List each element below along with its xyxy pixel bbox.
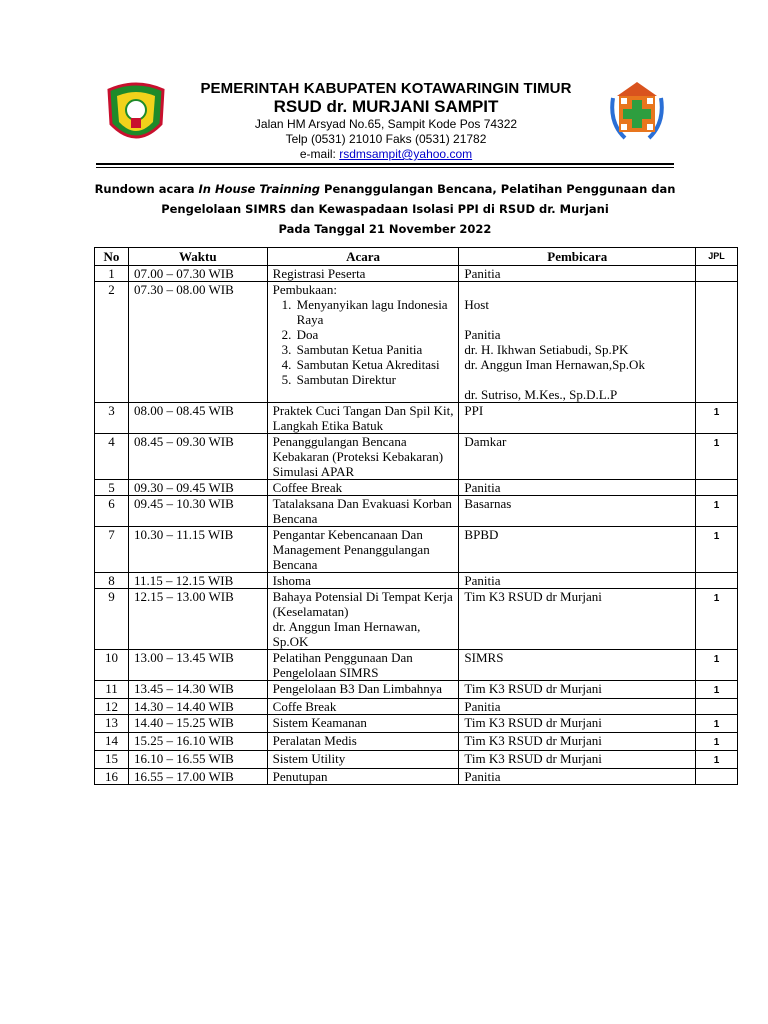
table-row <box>95 715 738 733</box>
table-row <box>95 681 738 699</box>
cell-acara: Registrasi Peserta <box>267 266 459 282</box>
acara-speaker-line: dr. Anggun Iman Hernawan, Sp.OK <box>272 619 421 649</box>
table-row <box>95 434 738 480</box>
cell-no: 9 <box>95 589 129 650</box>
table-row <box>95 733 738 751</box>
hospital-phone: Telp (0531) 21010 Faks (0531) 21782 <box>285 132 487 146</box>
cell-acara: Sistem Utility <box>267 751 459 769</box>
cell-jpl <box>696 480 738 496</box>
header-no: No <box>95 248 129 266</box>
cell-jpl: 1 <box>696 751 738 769</box>
cell-waktu: 07.00 – 07.30 WIB <box>128 266 267 282</box>
cell-jpl: 1 <box>696 403 738 434</box>
cell-no: 15 <box>95 751 129 769</box>
title-line-3: Pada Tanggal 21 November 2022 <box>278 222 492 236</box>
cell-acara: Penanggulangan Bencana Kebakaran (Proteksi Kebakaran) Simulasi APAR <box>267 434 459 480</box>
cell-jpl: 1 <box>696 434 738 480</box>
cell-acara: Pengantar Kebencanaan Dan Management Penanggulangan Bencana <box>267 527 459 573</box>
table-row <box>95 573 738 589</box>
table-row <box>95 751 738 769</box>
spacer <box>464 282 695 297</box>
cell-acara: Coffe Break <box>267 699 459 715</box>
cell-waktu: 11.15 – 12.15 WIB <box>128 573 267 589</box>
header-divider-thick <box>96 163 674 165</box>
cell-pembicara: Tim K3 RSUD dr Murjani <box>459 681 696 699</box>
spacer <box>464 312 695 327</box>
cell-jpl <box>696 266 738 282</box>
cell-no: 10 <box>95 650 129 681</box>
cell-pembicara: BPBD <box>459 527 696 573</box>
rsud-hospital-logo-icon <box>605 78 669 148</box>
cell-jpl: 1 <box>696 681 738 699</box>
speaker-line: dr. Sutriso, M.Kes., Sp.D.L.P <box>464 387 618 402</box>
letterhead <box>0 0 768 170</box>
speaker-line: dr. Anggun Iman Hernawan,Sp.Ok <box>464 357 645 372</box>
hospital-email-line <box>196 147 576 161</box>
cell-pembicara: Panitia <box>459 480 696 496</box>
list-item: 5. Sambutan Direktur <box>295 372 459 387</box>
cell-pembicara: Tim K3 RSUD dr Murjani <box>459 751 696 769</box>
cell-waktu: 16.55 – 17.00 WIB <box>128 769 267 785</box>
table-row <box>95 282 738 403</box>
email-label: e-mail: <box>299 147 340 161</box>
table-row <box>95 403 738 434</box>
cell-waktu: 14.40 – 15.25 WIB <box>128 715 267 733</box>
header-divider-thin <box>96 167 674 168</box>
opening-label: Pembukaan: <box>272 282 337 297</box>
list-item: 1. Menyanyikan lagu Indonesia Raya <box>295 297 459 327</box>
cell-no: 8 <box>95 573 129 589</box>
hospital-address: Jalan HM Arsyad No.65, Sampit Kode Pos 74322 <box>254 117 518 131</box>
cell-jpl: 1 <box>696 650 738 681</box>
cell-no: 12 <box>95 699 129 715</box>
header-jpl: JPL <box>696 248 738 266</box>
email-link[interactable]: rsdmsampit@yahoo.com <box>339 147 473 161</box>
cell-jpl: 1 <box>696 527 738 573</box>
cell-pembicara: Tim K3 RSUD dr Murjani <box>459 715 696 733</box>
cell-acara: Praktek Cuci Tangan Dan Spil Kit, Langkah Etika Batuk <box>267 403 459 434</box>
cell-no: 2 <box>95 282 129 403</box>
cell-pembicara: Panitia <box>459 769 696 785</box>
table-row <box>95 480 738 496</box>
table-row <box>95 589 738 650</box>
cell-no: 1 <box>95 266 129 282</box>
table-row <box>95 266 738 282</box>
cell-jpl: 1 <box>696 733 738 751</box>
table-row <box>95 496 738 527</box>
cell-waktu: 10.30 – 11.15 WIB <box>128 527 267 573</box>
cell-waktu: 13.45 – 14.30 WIB <box>128 681 267 699</box>
cell-acara: Tatalaksana Dan Evakuasi Korban Bencana <box>267 496 459 527</box>
cell-pembicara: Panitia <box>459 266 696 282</box>
cell-jpl: 1 <box>696 589 738 650</box>
cell-pembicara: Panitia <box>459 699 696 715</box>
cell-no: 16 <box>95 769 129 785</box>
cell-no: 5 <box>95 480 129 496</box>
cell-jpl <box>696 573 738 589</box>
cell-no: 13 <box>95 715 129 733</box>
cell-jpl: 1 <box>696 496 738 527</box>
rundown-table <box>94 247 738 785</box>
cell-jpl <box>696 699 738 715</box>
cell-waktu: 08.45 – 09.30 WIB <box>128 434 267 480</box>
cell-no: 3 <box>95 403 129 434</box>
cell-waktu: 09.45 – 10.30 WIB <box>128 496 267 527</box>
cell-no: 11 <box>95 681 129 699</box>
cell-no: 6 <box>95 496 129 527</box>
cell-waktu: 07.30 – 08.00 WIB <box>128 282 267 403</box>
list-item: 4. Sambutan Ketua Akreditasi <box>295 357 459 372</box>
cell-pembicara <box>459 282 696 403</box>
cell-acara: Coffee Break <box>267 480 459 496</box>
speaker-line: Panitia <box>464 327 501 342</box>
spacer <box>464 372 695 387</box>
table-row <box>95 699 738 715</box>
cell-acara: Peralatan Medis <box>267 733 459 751</box>
cell-acara <box>267 282 459 403</box>
cell-pembicara: PPI <box>459 403 696 434</box>
cell-jpl: 1 <box>696 715 738 733</box>
cell-waktu: 16.10 – 16.55 WIB <box>128 751 267 769</box>
title-line-2: Pengelolaan SIMRS dan Kewaspadaan Isolasi PPI di RSUD dr. Murjani <box>161 202 609 216</box>
cell-no: 14 <box>95 733 129 751</box>
table-header-row <box>95 248 738 266</box>
cell-acara: Pengelolaan B3 Dan Limbahnya <box>267 681 459 699</box>
list-item: 2. Doa <box>295 327 459 342</box>
cell-waktu: 12.15 – 13.00 WIB <box>128 589 267 650</box>
list-item: 3. Sambutan Ketua Panitia <box>295 342 459 357</box>
header-acara: Acara <box>267 248 459 266</box>
title-line-1: Rundown acara In House Trainning Penanggulangan Bencana, Pelatihan Penggunaan dan <box>94 182 676 196</box>
cell-pembicara: Damkar <box>459 434 696 480</box>
header-pembicara: Pembicara <box>459 248 696 266</box>
hospital-name: RSUD dr. MURJANI SAMPIT <box>273 97 499 116</box>
cell-pembicara: SIMRS <box>459 650 696 681</box>
cell-acara: Penutupan <box>267 769 459 785</box>
cell-waktu: 15.25 – 16.10 WIB <box>128 733 267 751</box>
cell-no: 7 <box>95 527 129 573</box>
cell-pembicara: Basarnas <box>459 496 696 527</box>
cell-pembicara: Tim K3 RSUD dr Murjani <box>459 733 696 751</box>
cell-jpl <box>696 769 738 785</box>
kotim-regency-emblem-icon <box>103 80 169 148</box>
table-row <box>95 527 738 573</box>
government-name: PEMERINTAH KABUPATEN KOTAWARINGIN TIMUR <box>200 80 572 97</box>
speaker-line: dr. H. Ikhwan Setiabudi, Sp.PK <box>464 342 629 357</box>
speaker-line: Host <box>464 297 489 312</box>
table-row <box>95 769 738 785</box>
document-title <box>80 179 690 239</box>
cell-jpl <box>696 282 738 403</box>
cell-acara <box>267 589 459 650</box>
cell-no: 4 <box>95 434 129 480</box>
cell-acara: Sistem Keamanan <box>267 715 459 733</box>
header-waktu: Waktu <box>128 248 267 266</box>
cell-waktu: 09.30 – 09.45 WIB <box>128 480 267 496</box>
cell-acara: Ishoma <box>267 573 459 589</box>
opening-agenda-list <box>273 297 459 387</box>
cell-pembicara: Panitia <box>459 573 696 589</box>
cell-acara: Pelatihan Penggunaan Dan Pengelolaan SIMRS <box>267 650 459 681</box>
acara-line: Bahaya Potensial Di Tempat Kerja (Keselamatan) <box>272 589 453 619</box>
cell-pembicara: Tim K3 RSUD dr Murjani <box>459 589 696 650</box>
cell-waktu: 14.30 – 14.40 WIB <box>128 699 267 715</box>
table-row <box>95 650 738 681</box>
cell-waktu: 13.00 – 13.45 WIB <box>128 650 267 681</box>
cell-waktu: 08.00 – 08.45 WIB <box>128 403 267 434</box>
